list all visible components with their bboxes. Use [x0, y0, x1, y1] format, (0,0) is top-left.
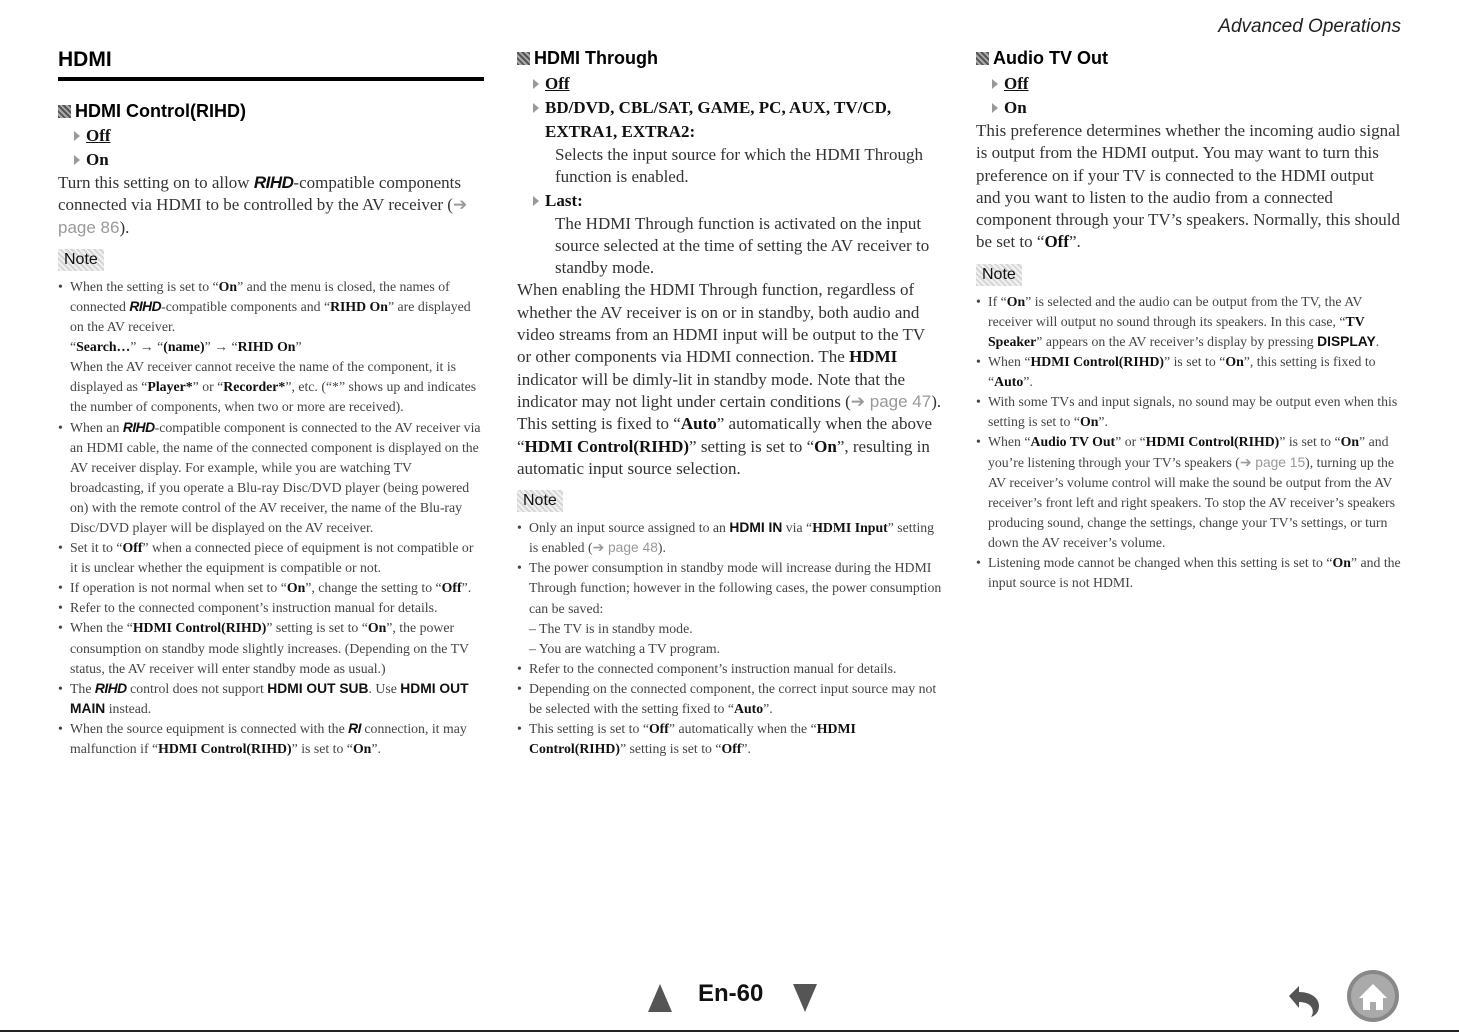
text-run: ” or “: [192, 379, 224, 395]
through-paragraph: [517, 279, 942, 413]
section-header: Advanced Operations: [1218, 16, 1401, 37]
text-run: Auto: [733, 701, 764, 716]
note-item: [976, 292, 1401, 352]
option-last-description: The HDMI Through function is activated on the input source selected at the time of setting the AV receiver to standby mode.: [555, 213, 930, 278]
text-run: ” automatically when the “: [668, 721, 817, 737]
text-run: The: [70, 680, 95, 696]
text-run: ” setting is set to “: [619, 741, 722, 757]
text-run: ”, resulting in automatic input source selection.: [517, 436, 930, 478]
text-run: HDMI OUT MAIN: [70, 680, 469, 716]
note-item: [976, 352, 1401, 392]
text-run: On: [218, 278, 238, 294]
text-run: ” setting is set to “: [689, 436, 815, 456]
text-run: On: [286, 580, 306, 596]
note-list: [517, 518, 942, 759]
note-item: [58, 618, 484, 678]
square-bullet-icon: [58, 105, 71, 118]
text-run: ”.: [1023, 374, 1033, 390]
note-item: [58, 538, 484, 578]
page-number: En-60: [698, 980, 764, 1007]
text-run: HDMI IN: [729, 520, 783, 536]
text-run: RIHD On: [237, 339, 296, 355]
text-run: Audio TV Out: [1030, 434, 1116, 450]
note-item: [58, 418, 484, 539]
arrow-bullet-icon: [74, 131, 80, 141]
rihd-logo: RIHD: [129, 298, 162, 314]
page-reference: ➔ page 48: [592, 540, 658, 556]
arrow-bullet-icon: [533, 79, 539, 89]
column-audio-tv-out: [976, 48, 1401, 593]
text-run: This preference determines whether the incoming audio signal is output from the HDMI output. You may want to turn this preference on if your TV is connected to the HDMI output and you want to listen to the audio from a connected component through your TV’s speakers. Normally, this should be set to “: [976, 121, 1401, 252]
text-run: Off: [122, 540, 143, 556]
text-run: -compatible components and “: [161, 298, 331, 314]
note-item: [58, 598, 484, 618]
text-run: On: [367, 620, 387, 636]
note-item: [517, 558, 942, 658]
text-run: DISPLAY: [1317, 333, 1376, 349]
text-run: TV Speaker: [988, 313, 1365, 349]
text-run: RIHD On: [330, 298, 388, 314]
arrow-bullet-icon: [992, 79, 998, 89]
text-run: Set it to “: [70, 540, 123, 556]
text-run: When “: [988, 354, 1031, 370]
option-sources-description: Selects the input source for which the HDMI Through function is enabled.: [555, 145, 923, 187]
page-reference: ➔ page 86: [58, 195, 468, 237]
text-run: HDMI Control(RIHD): [529, 721, 856, 757]
text-run: ).: [119, 217, 130, 237]
rihd-logo: RI: [348, 720, 361, 736]
text-run: ”.: [741, 741, 751, 757]
arrow-bullet-icon: [74, 155, 80, 165]
text-run: – The TV is in standby mode.: [529, 620, 693, 636]
text-run: ”, this setting is fixed to “: [988, 354, 1376, 390]
square-bullet-icon: [976, 52, 989, 65]
square-bullet-icon: [517, 52, 530, 65]
arrow-bullet-icon: [533, 103, 539, 113]
text-run: ” → “: [130, 339, 164, 355]
text-run: ” setting is set to “: [266, 620, 368, 636]
text-run: ” setting is enabled (: [529, 520, 935, 556]
text-run: With some TVs and input signals, no sound may be output even when this setting is set to “: [988, 394, 1398, 430]
text-run: When an: [70, 419, 123, 435]
text-run: On: [1225, 354, 1244, 370]
text-run: Off: [441, 580, 462, 596]
text-run: ” is set to “: [291, 741, 353, 757]
text-run: When the setting is set to “: [70, 278, 219, 294]
note-item: [517, 518, 942, 558]
text-run: ” is selected and the audio can be output from the TV, the AV receiver will output no sound through its speakers. In this case, “: [988, 293, 1363, 329]
text-run: When the source equipment is connected with the: [70, 720, 349, 736]
text-run: If operation is not normal when set to “: [70, 580, 287, 596]
option-off: Off: [74, 124, 484, 148]
text-run: ”.: [1098, 414, 1108, 430]
text-run: ” and you’re listening through your TV’s speakers (: [988, 434, 1389, 470]
page-reference: ➔ page 47: [850, 391, 932, 411]
note-item: [58, 719, 484, 759]
text-run: Auto: [994, 374, 1024, 390]
text-run: -compatible components connected via HDMI to be controlled by the AV receiver (: [58, 173, 461, 215]
rihd-logo: RIHD: [122, 419, 155, 435]
option-off: Off: [533, 72, 942, 96]
text-run: On: [1332, 555, 1351, 570]
text-run: On: [352, 741, 372, 757]
note-item: [58, 679, 484, 719]
text-run: If “: [988, 293, 1007, 309]
text-run: indicator will be dimly-lit in standby mode. Note that the indicator may not light under certain conditions (: [517, 369, 906, 411]
text-run: ).: [931, 391, 942, 411]
note-item: [517, 719, 942, 759]
triangle-up-icon[interactable]: [648, 984, 672, 1012]
text-run: ”, etc. (“*” shows up and indicates the number of components, when two or more are received).: [70, 379, 477, 415]
text-run: Player*: [147, 379, 193, 395]
option-on: On: [74, 148, 484, 172]
note-label: Note: [517, 490, 563, 512]
text-run: HDMI Control(RIHD): [132, 620, 267, 636]
text-run: On: [814, 436, 837, 456]
note-item: [976, 432, 1401, 553]
text-run: On: [1006, 293, 1026, 309]
text-run: .: [1375, 333, 1380, 349]
text-run: When “: [988, 434, 1031, 450]
arrow-bullet-icon: [533, 196, 539, 206]
text-run: ” or “: [1115, 434, 1146, 450]
option-on: On: [992, 96, 1401, 120]
text-run: Off: [721, 741, 742, 757]
text-run: via “: [782, 520, 813, 536]
text-run: HDMI Control(RIHD): [524, 436, 690, 456]
text-run: HDMI Control(RIHD): [1145, 434, 1280, 450]
text-run: HDMI Control(RIHD): [1030, 354, 1165, 370]
text-run: Off: [1044, 232, 1069, 252]
text-run: instead.: [105, 700, 152, 716]
text-run: Auto: [680, 414, 717, 434]
text-run: “: [70, 339, 77, 355]
home-icon[interactable]: [1345, 968, 1401, 1024]
text-run: ” and the menu is closed, the names of connected: [70, 278, 450, 314]
note-item: [517, 659, 942, 679]
section-heading-hdmi-control: HDMI Control(RIHD): [58, 101, 484, 122]
text-run: (name): [163, 339, 205, 355]
text-run: ”.: [763, 701, 773, 716]
text-run: – You are watching a TV program.: [529, 640, 721, 656]
text-run: ” are displayed on the AV receiver.: [70, 298, 471, 335]
auto-paragraph: [517, 413, 942, 480]
text-run: ”: [295, 339, 302, 355]
text-run: Off: [648, 721, 669, 737]
text-run: When enabling the HDMI Through function, regardless of whether the AV receiver is on or in standby, both audio and video streams from an HDMI input will be output to the TV or other components via HDMI connection. The: [517, 280, 925, 367]
rihd-logo: RIHD: [253, 173, 294, 192]
text-run: ”.: [1069, 232, 1081, 252]
note-item: [517, 679, 942, 719]
section-heading-hdmi-through: HDMI Through: [517, 48, 942, 69]
text-run: ” automatically when the above “: [517, 414, 932, 456]
text-run: ”, the power consumption on standby mode slightly increases. (Depending on the TV status, the AV receiver will enter standby mode as usual.): [70, 620, 469, 676]
text-run: connection, it may malfunction if “: [70, 720, 467, 757]
text-run: ).: [657, 540, 666, 556]
text-run: On: [1079, 414, 1099, 430]
note-item: [976, 392, 1401, 432]
text-run: HDMI Input: [812, 520, 888, 536]
column-hdmi-through: [517, 48, 942, 759]
page-reference: ➔ page 15: [1239, 454, 1306, 470]
text-run: ” when a connected piece of equipment is not compatible or it is unclear whether the equipment is compatible or not.: [70, 540, 474, 576]
section-heading-audio-tv-out: Audio TV Out: [976, 48, 1401, 69]
text-run: ”, change the setting to “: [305, 580, 442, 596]
text-run: HDMI OUT SUB: [267, 680, 369, 696]
text-run: Refer to the connected component’s instruction manual for details.: [70, 600, 438, 616]
text-run: ), turning up the AV receiver’s volume control will make the sound be output from the AV receiver’s front left and right speakers. To stop the AV receiver’s speakers producing sound, change the settings, change your TV’s settings, or turn down the AV receiver’s volume.: [988, 454, 1395, 550]
text-run: This setting is set to “: [529, 721, 649, 737]
note-label: Note: [58, 249, 104, 271]
text-run: Listening mode cannot be changed when this setting is set to “: [988, 555, 1333, 570]
text-run: ” is set to “: [1279, 434, 1341, 450]
text-run: HDMI: [849, 347, 898, 367]
column-hdmi-control: [58, 48, 484, 759]
text-run: When the “: [70, 620, 133, 636]
text-run: Search…: [76, 339, 131, 355]
text-run: ” appears on the AV receiver’s display by pressing: [1036, 333, 1318, 349]
text-run: ” is set to “: [1164, 354, 1226, 370]
text-run: Turn this setting on to allow: [58, 173, 254, 192]
text-run: ”.: [371, 741, 381, 757]
text-run: control does not support: [126, 680, 268, 696]
triangle-down-icon[interactable]: [793, 984, 817, 1012]
bottom-rule: [0, 1030, 1459, 1032]
option-sources: BD/DVD, CBL/SAT, GAME, PC, AUX, TV/CD, EXTRA1, EXTRA2:: [533, 96, 942, 144]
text-run: Only an input source assigned to an: [529, 520, 730, 536]
option-last: Last :: [533, 189, 942, 213]
text-run: -compatible component is connected to the AV receiver via an HDMI cable, the name of the connected component is displayed on the AV receiver display. For example, while you are watching TV broadcasting, if you operate a Blu-ray Disc/DVD player (being powered on) with the remote control of the AV receiver, the name of the Blu-ray Disc/DVD player will be displayed on the AV receiver.: [70, 419, 481, 536]
text-run: Recorder*: [223, 379, 286, 395]
note-list: [58, 277, 484, 759]
arrow-bullet-icon: [992, 103, 998, 113]
note-item: [58, 277, 484, 418]
text-run: This setting is fixed to “: [517, 414, 681, 434]
text-run: On: [1340, 434, 1359, 450]
text-run: Refer to the connected component’s instruction manual for details.: [529, 660, 897, 676]
audio-tv-out-paragraph: [976, 120, 1401, 254]
text-run: When the AV receiver cannot receive the name of the component, it is displayed as “: [70, 359, 457, 395]
text-run: ” and the input source is not HDMI.: [988, 555, 1401, 591]
back-arrow-icon[interactable]: [1281, 982, 1325, 1018]
text-run: HDMI Control(RIHD): [158, 741, 292, 757]
note-label: Note: [976, 264, 1022, 286]
text-run: . Use: [368, 680, 401, 696]
text-run: Depending on the connected component, the correct input source may not be selected with the setting fixed to “: [529, 680, 937, 716]
text-run: ”.: [461, 580, 472, 596]
rihd-logo: RIHD: [94, 680, 127, 696]
note-list: [976, 292, 1401, 593]
note-item: [976, 553, 1401, 593]
option-off: Off: [992, 72, 1401, 96]
text-run: ” → “: [204, 339, 238, 355]
note-item: [58, 578, 484, 598]
page-title: HDMI: [58, 48, 484, 81]
intro-paragraph: [58, 172, 484, 239]
text-run: The power consumption in standby mode will increase during the HDMI Through function; however in the following cases, the power consumption can be saved:: [529, 560, 942, 616]
